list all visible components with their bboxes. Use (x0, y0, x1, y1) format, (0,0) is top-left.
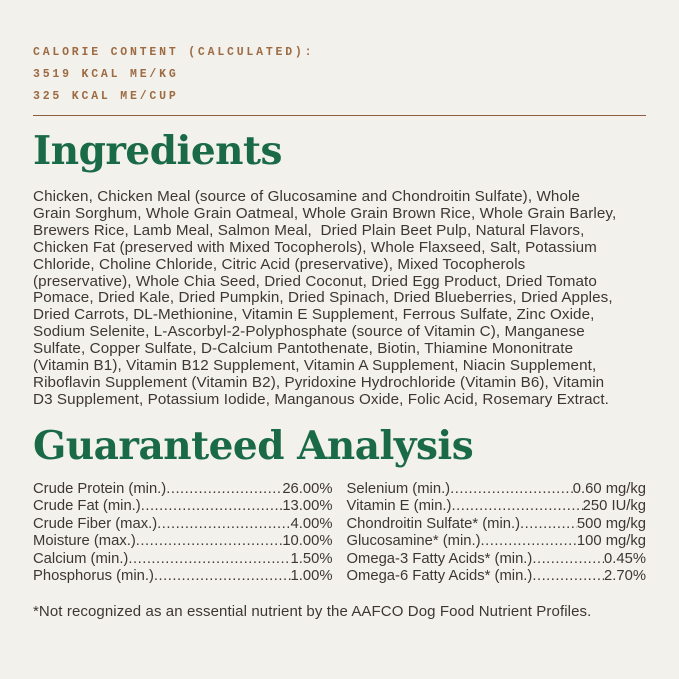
aafco-footnote: *Not recognized as an essential nutrient by the AAFCO Dog Food Nutrient Profiles. (33, 602, 592, 620)
leader-dots (166, 481, 282, 499)
calorie-content-block (33, 42, 646, 108)
ingredients-line: Riboflavin Supplement (Vitamin B2), Pyridoxine Hydrochloride (Vitamin B6), Vitamin (33, 373, 605, 391)
leader-dots (154, 568, 291, 586)
calorie-kcal-per-kg: 3519 KCAL ME/KG (33, 68, 179, 81)
analysis-label: Crude Fat (min.) (33, 498, 141, 515)
analysis-row (33, 551, 333, 569)
leader-dots (532, 568, 604, 586)
leader-dots (532, 551, 604, 569)
analysis-value: 100 mg/kg (576, 533, 646, 550)
analysis-value: 13.00% (282, 498, 333, 515)
guaranteed-analysis-table (33, 481, 646, 586)
ingredients-line: Pomace, Dried Kale, Dried Pumpkin, Dried Spinach, Dried Blueberries, Dried Apples, (33, 289, 613, 307)
ingredients-line: Sodium Selenite, L-Ascorbyl-2-Polyphosphate (source of Vitamin C), Manganese (33, 323, 585, 341)
analysis-label: Selenium (min.) (346, 480, 451, 497)
analysis-label: Chondroitin Sulfate* (min.) (346, 515, 521, 532)
leader-dots (520, 516, 577, 534)
analysis-value: 0.45% (604, 550, 646, 567)
analysis-label: Omega-3 Fatty Acids* (min.) (346, 550, 533, 567)
leader-dots (450, 481, 573, 499)
ingredients-line: Chloride, Choline Chloride, Citric Acid (preservative), Mixed Tocopherols (33, 255, 526, 273)
analysis-label: Calcium (min.) (33, 550, 129, 567)
ingredients-line: Chicken Fat (preserved with Mixed Tocopherols), Whole Flaxseed, Salt, Potassium (33, 238, 597, 256)
analysis-value: 2.70% (604, 568, 646, 585)
ingredients-heading: Ingredients (33, 128, 282, 174)
divider-rule (33, 115, 646, 116)
ingredients-line: Brewers Rice, Lamb Meal, Salmon Meal, Dried Plain Beet Pulp, Natural Flavors, (33, 221, 585, 239)
ingredients-line: Dried Carrots, DL-Methionine, Vitamin E Supplement, Ferrous Sulfate, Zinc Oxide, (33, 306, 595, 324)
analysis-row (347, 498, 647, 516)
analysis-row (347, 481, 647, 499)
ingredients-line: Grain Sorghum, Whole Grain Oatmeal, Whole Grain Brown Rice, Whole Grain Barley, (33, 204, 617, 222)
guaranteed-analysis-heading: Guaranteed Analysis (33, 422, 474, 469)
analysis-value: 1.50% (290, 550, 333, 567)
analysis-label: Omega-6 Fatty Acids* (min.) (346, 568, 533, 585)
leader-dots (451, 498, 582, 516)
ingredients-line: (preservative), Whole Chia Seed, Dried Coconut, Dried Egg Product, Dried Tomato (33, 272, 597, 290)
analysis-label: Phosphorus (min.) (33, 568, 154, 585)
analysis-value: 500 mg/kg (576, 515, 646, 532)
analysis-label: Moisture (max.) (33, 533, 136, 550)
leader-dots (141, 498, 283, 516)
analysis-value: 1.00% (290, 568, 333, 585)
analysis-row (347, 551, 647, 569)
analysis-label: Vitamin E (min.) (346, 498, 452, 515)
analysis-label: Crude Protein (min.) (33, 480, 167, 497)
ingredients-line: (Vitamin B1), Vitamin B12 Supplement, Vitamin A Supplement, Niacin Supplement, (33, 357, 597, 375)
analysis-column-right (347, 481, 647, 586)
ingredients-line: Sulfate, Copper Sulfate, D-Calcium Pantothenate, Biotin, Thiamine Mononitrate (33, 340, 574, 358)
analysis-row (347, 568, 647, 586)
analysis-label: Glucosamine* (min.) (346, 533, 481, 550)
analysis-value: 0.60 mg/kg (572, 480, 646, 497)
analysis-value: 250 IU/kg (582, 498, 646, 515)
leader-dots (128, 551, 290, 569)
leader-dots (136, 533, 283, 551)
ingredients-line: D3 Supplement, Potassium Iodide, Manganous Oxide, Folic Acid, Rosemary Extract. (33, 390, 610, 408)
analysis-row (347, 533, 647, 551)
analysis-row (347, 516, 647, 534)
analysis-row (33, 533, 333, 551)
analysis-row (33, 568, 333, 586)
analysis-value: 10.00% (282, 533, 333, 550)
analysis-row (33, 498, 333, 516)
calorie-kcal-per-cup: 325 KCAL ME/CUP (33, 90, 179, 103)
analysis-row (33, 516, 333, 534)
leader-dots (157, 516, 290, 534)
analysis-column-left (33, 481, 333, 586)
analysis-value: 4.00% (290, 515, 333, 532)
analysis-label: Crude Fiber (max.) (33, 515, 158, 532)
ingredients-paragraph (33, 189, 646, 409)
ingredients-line: Chicken, Chicken Meal (source of Glucosamine and Chondroitin Sulfate), Whole (33, 188, 581, 205)
analysis-value: 26.00% (282, 480, 333, 497)
analysis-row (33, 481, 333, 499)
leader-dots (481, 533, 577, 551)
calorie-content-title: CALORIE CONTENT (CALCULATED): (33, 46, 315, 59)
